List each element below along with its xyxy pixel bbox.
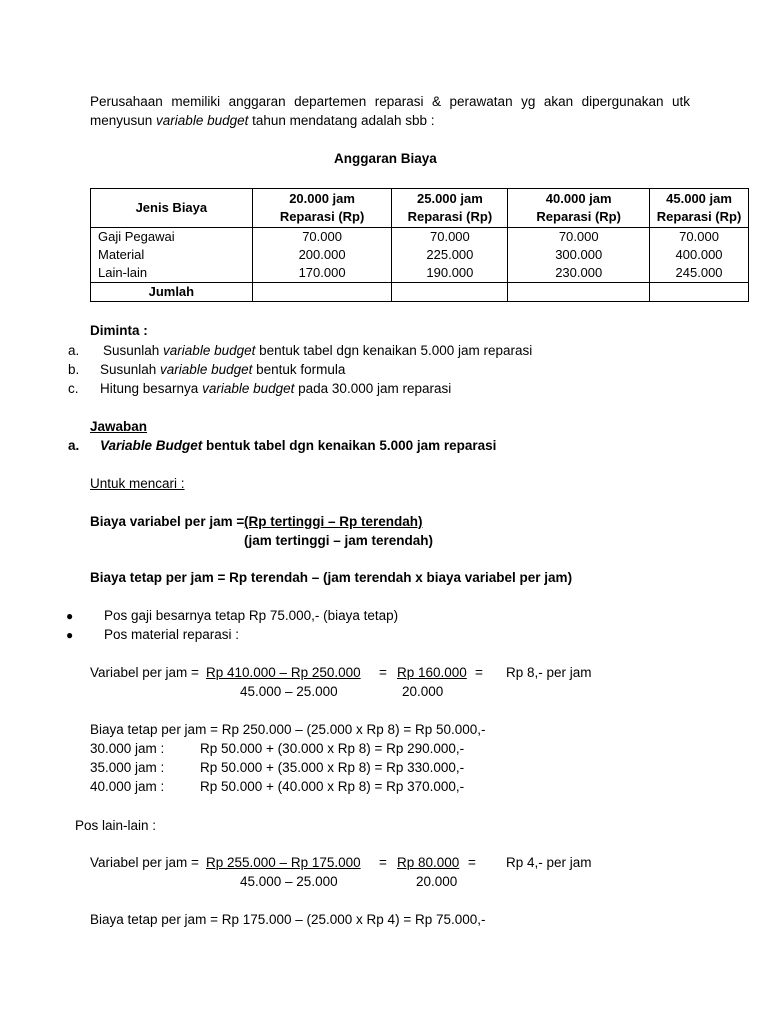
table-body-rows [91, 228, 749, 283]
bullet-gaji: Pos gaji besarnya tetap Rp 75.000,- (biaya tetap) [104, 608, 399, 623]
row-label: Lain-lain [98, 265, 148, 280]
untuk-mencari: Untuk mencari : [90, 476, 185, 491]
budget-table [90, 188, 749, 302]
jawaban-title: Jawaban [90, 419, 148, 434]
material-calc-label: 30.000 jam : [90, 741, 165, 756]
material-equals: = [379, 665, 387, 680]
col-20000 [252, 228, 392, 283]
material-denominator: 45.000 – 25.000 [240, 684, 338, 699]
table-title: Anggaran Biaya [334, 151, 437, 166]
bullet-icon: ● [66, 628, 74, 642]
intro-line-2: menyusun variable budget tahun mendatang adalah sbb : [90, 113, 435, 128]
intro-line-1: Perusahaan memiliki anggaran departemen reparasi & perawatan yg akan dipergunakan utk [90, 94, 690, 109]
formula-variable-numerator: (Rp tertinggi – Rp terendah) [244, 514, 423, 529]
material-calc-label: 40.000 jam : [90, 779, 165, 794]
lainlain-fixed: Biaya tetap per jam = Rp 175.000 – (25.000 x Rp 4) = Rp 75.000,- [90, 912, 486, 927]
cell: 70.000 [430, 229, 470, 244]
bullet-material: Pos material reparasi : [104, 627, 240, 642]
diminta-item-b: Susunlah variable budget bentuk formula [100, 362, 346, 377]
cell: 300.000 [555, 247, 603, 262]
header-40000: 40.000 jam Reparasi (Rp) [508, 189, 650, 228]
total-cell [508, 283, 650, 302]
table-total-row [91, 283, 749, 302]
material-variable-lead: Variabel per jam = [90, 665, 199, 680]
header-20000: 20.000 jam Reparasi (Rp) [252, 189, 392, 228]
material-fixed: Biaya tetap per jam = Rp 250.000 – (25.000 x Rp 8) = Rp 50.000,- [90, 722, 486, 737]
diminta-item-a: Susunlah variable budget bentuk tabel dgn kenaikan 5.000 jam reparasi [103, 343, 533, 358]
header-25000: 25.000 jam Reparasi (Rp) [392, 189, 508, 228]
diminta-marker-a: a. [68, 343, 80, 358]
material-calc-expr: Rp 50.000 + (30.000 x Rp 8) = Rp 290.000,- [200, 741, 465, 756]
cell: 230.000 [555, 265, 603, 280]
material-denominator-2: 20.000 [402, 684, 444, 699]
material-equals-2: = [475, 665, 483, 680]
lainlain-result: Rp 4,- per jam [506, 855, 592, 870]
row-labels [91, 228, 253, 283]
cell: 200.000 [298, 247, 346, 262]
jawaban-marker-a: a. [68, 438, 80, 453]
cell: 170.000 [298, 265, 346, 280]
col-25000 [392, 228, 508, 283]
lainlain-numerator: Rp 255.000 – Rp 175.000 [206, 855, 361, 870]
material-result: Rp 8,- per jam [506, 665, 592, 680]
material-calc-expr: Rp 50.000 + (35.000 x Rp 8) = Rp 330.000,- [200, 760, 465, 775]
formula-fixed: Biaya tetap per jam = Rp terendah – (jam terendah x biaya variabel per jam) [90, 570, 573, 585]
material-calc-label: 35.000 jam : [90, 760, 165, 775]
cell: 70.000 [679, 229, 719, 244]
total-label: Jumlah [91, 283, 253, 302]
diminta-item-c: Hitung besarnya variable budget pada 30.000 jam reparasi [100, 381, 452, 396]
lainlain-denominator: 45.000 – 25.000 [240, 874, 338, 889]
diminta-marker-c: c. [68, 381, 79, 396]
cell: 225.000 [426, 247, 474, 262]
cell: 400.000 [675, 247, 723, 262]
formula-variable-lead: Biaya variabel per jam = [90, 514, 245, 529]
cell: 70.000 [558, 229, 599, 244]
material-numerator: Rp 410.000 – Rp 250.000 [206, 665, 361, 680]
bullet-icon: ● [66, 609, 74, 623]
cell: 190.000 [426, 265, 474, 280]
lainlain-title: Pos lain-lain : [75, 818, 157, 833]
lainlain-numerator-2: Rp 80.000 [397, 855, 460, 870]
col-45000 [650, 228, 749, 283]
formula-variable-denominator: (jam tertinggi – jam terendah) [244, 533, 434, 548]
diminta-title: Diminta : [90, 323, 148, 338]
table-header-row [91, 189, 749, 228]
col-40000 [508, 228, 650, 283]
lainlain-denominator-2: 20.000 [416, 874, 458, 889]
material-calc-expr: Rp 50.000 + (40.000 x Rp 8) = Rp 370.000,- [200, 779, 465, 794]
row-label: Gaji Pegawai [98, 229, 175, 244]
total-cell [392, 283, 508, 302]
row-label: Material [98, 247, 145, 262]
material-numerator-2: Rp 160.000 [397, 665, 467, 680]
lainlain-variable-lead: Variabel per jam = [90, 855, 199, 870]
lainlain-equals-2: = [468, 855, 476, 870]
header-45000: 45.000 jam Reparasi (Rp) [650, 189, 749, 228]
diminta-marker-b: b. [68, 362, 80, 377]
lainlain-equals: = [379, 855, 387, 870]
cell: 70.000 [302, 229, 342, 244]
jawaban-item-a: Variable Budget bentuk tabel dgn kenaikan 5.000 jam reparasi [100, 438, 497, 453]
total-cell [650, 283, 749, 302]
cell: 245.000 [675, 265, 723, 280]
header-jenis-biaya: Jenis Biaya [91, 189, 253, 228]
total-cell [252, 283, 392, 302]
